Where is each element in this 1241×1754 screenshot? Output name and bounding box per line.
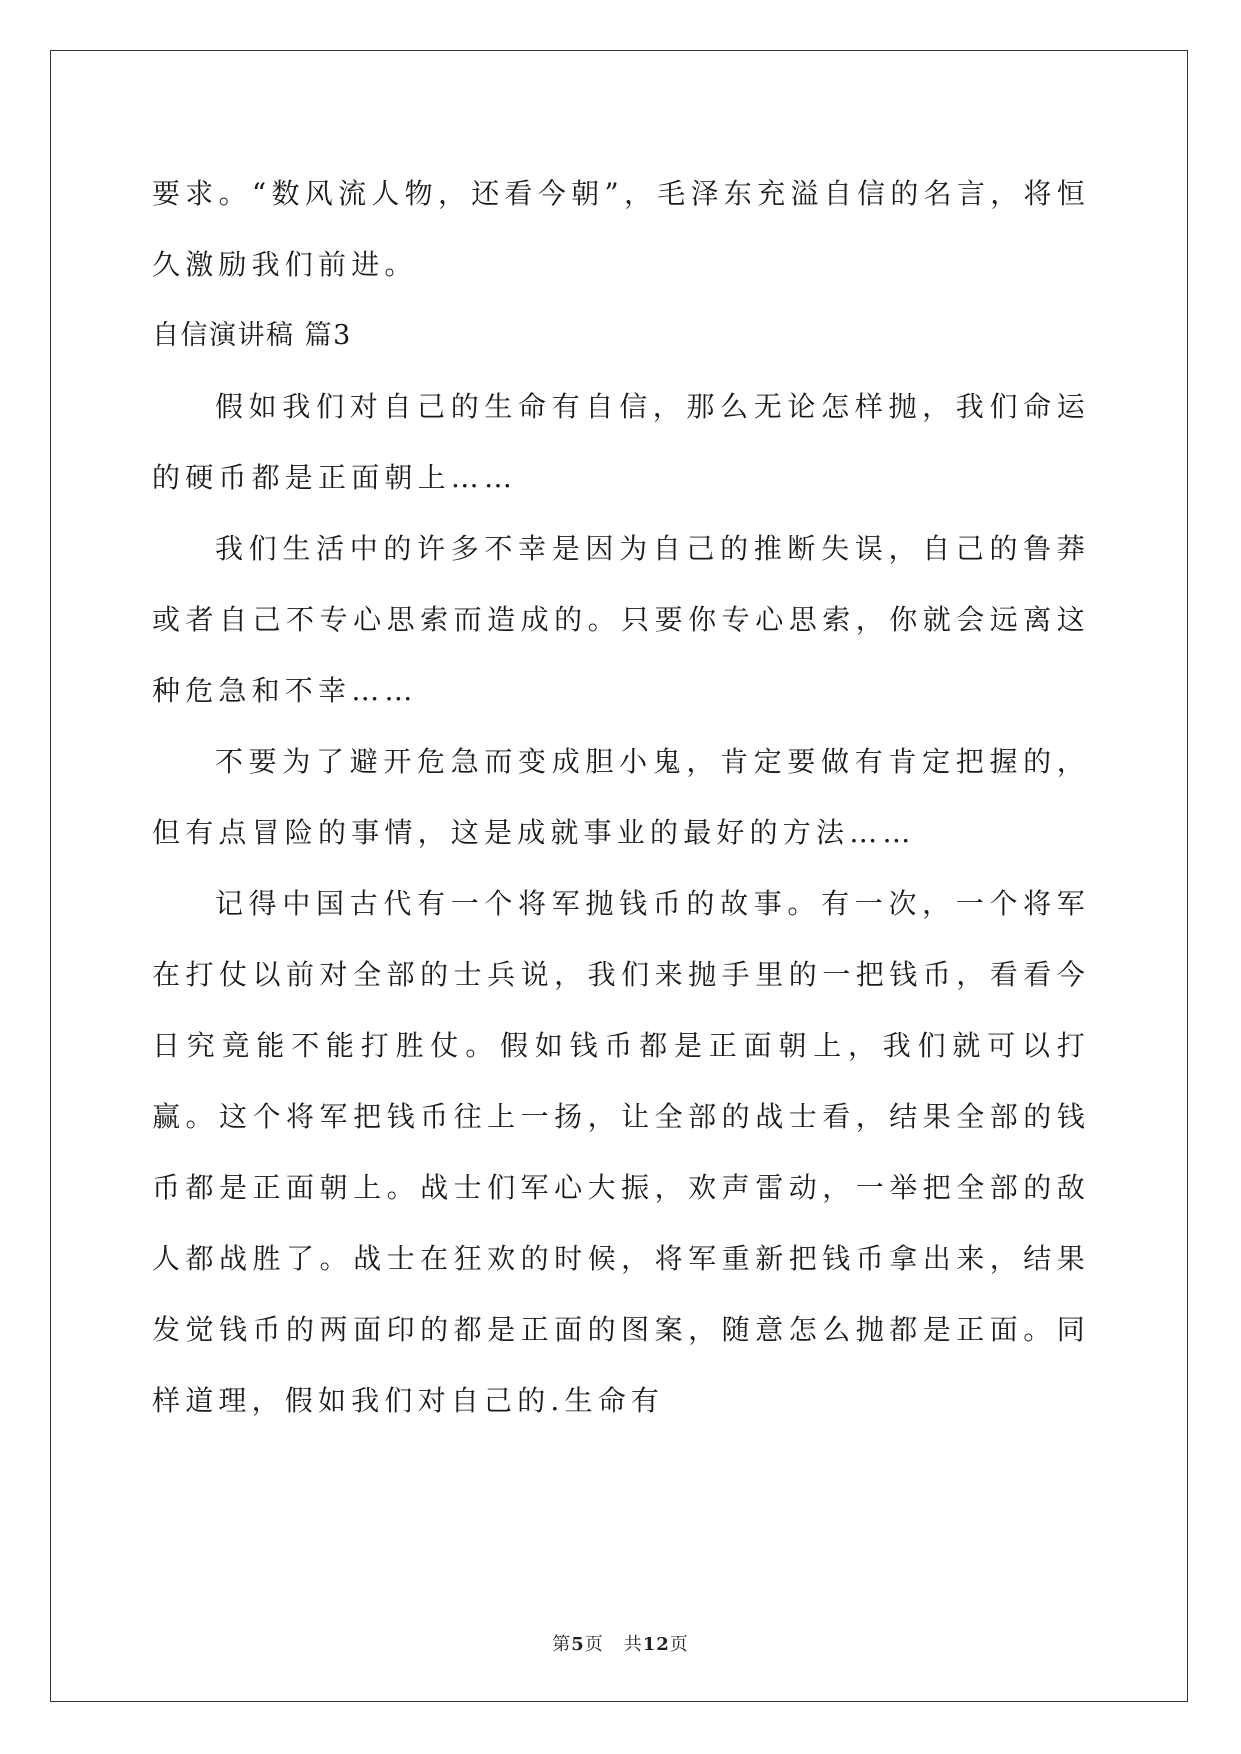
page-suffix: 页 — [584, 1634, 604, 1655]
paragraph: 我们生活中的许多不幸是因为自己的推断失误，自己的鲁莽或者自己不专心思索而造成的。只要你专心思索，你就会远离这种危急和不幸…… — [152, 532, 1090, 707]
paragraph: 假如我们对自己的生命有自信，那么无论怎样抛，我们命运的硬币都是正面朝上…… — [152, 390, 1090, 494]
total-prefix: 共 — [623, 1634, 643, 1655]
page-current: 5 — [571, 1634, 585, 1655]
section-heading: 自信演讲稿 篇3 — [152, 320, 352, 351]
page-prefix: 第 — [552, 1634, 572, 1655]
page-footer — [0, 1630, 1241, 1656]
paragraph: 不要为了避开危急而变成胆小鬼，肯定要做有肯定把握的，但有点冒险的事情，这是成就事业的最好的方法…… — [152, 745, 1090, 849]
page-total: 12 — [642, 1634, 670, 1655]
document-body — [152, 158, 1090, 1436]
paragraph: 记得中国古代有一个将军抛钱币的故事。有一次，一个将军在打仗以前对全部的士兵说，我们来抛手里的一把钱币，看看今日究竟能不能打胜仗。假如钱币都是正面朝上，我们就可以打赢。这个将军把钱币往上一扬，让全部的战士看，结果全部的钱币都是正面朝上。战士们军心大振，欢声雷动，一举把全部的敌人都战胜了。战士在狂欢的时候，将军重新把钱币拿出来，结果发觉钱币的两面印的都是正面的图案，随意怎么抛都是正面。同样道理，假如我们对自己的.生命有 — [152, 887, 1090, 1417]
total-suffix: 页 — [669, 1634, 689, 1655]
paragraph-continuation: 要求。“数风流人物，还看今朝”，毛泽东充溢自信的名言，将恒久激励我们前进。 — [152, 177, 1090, 281]
